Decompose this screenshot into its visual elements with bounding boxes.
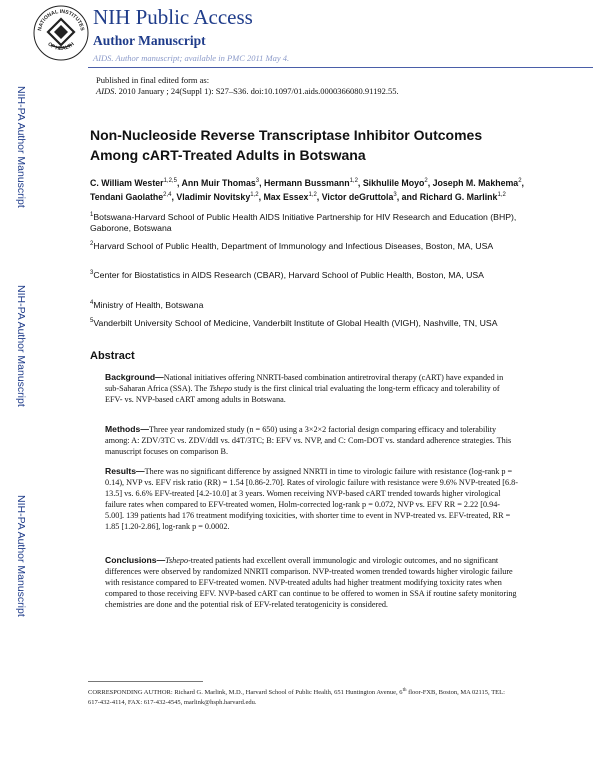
footnote-divider [88, 681, 203, 682]
abstract-methods: Methods—Three year randomized study (n = 650) using a 3×2×2 factorial design comparing efficacy and tolerability among: A: ZDV/3TC vs. ZDV/ddI vs. d4T/3TC; B: EFV vs. NVP, and C: Com-DOT vs. standard adherence strategies. This manuscript focuses on comparison B. [105, 424, 512, 456]
affiliation-2: $^2$Harvard School of Public Health, Department of Immunology and Infectious Diseases, Boston, MA, USA [90, 240, 494, 251]
article-title [90, 125, 550, 165]
journal-name: AIDS [96, 86, 115, 96]
corresponding-author-footnote: CORRESPONDING AUTHOR: Richard G. Marlink, M.D., Harvard School of Public Health, 651 Huntington Avenue, 6th floor-FXB, Boston, MA 02115, TEL: 617-432-4114, FAX: 617-432-4545, marlink@hsph.harvard.edu. [88, 688, 505, 706]
published-line: Published in final edited form as: [96, 75, 210, 85]
author: Max Essex$^{1,2}$, [263, 192, 322, 203]
nih-public-access-title: NIH Public Access [93, 5, 253, 29]
availability-note: AIDS. Author manuscript; available in PMC 2011 May 4. [93, 53, 290, 63]
citation-details: . 2010 January ; 24(Suppl 1): S27–S36. doi:10.1097/01.aids.0000366080.91192.55. [114, 86, 399, 96]
affiliation-3: $^3$Center for Biostatistics in AIDS Research (CBAR), Harvard School of Public Health, Boston, MA, USA [90, 269, 484, 280]
svg-text:OF HEALTH [46, 41, 75, 52]
side-label-bottom: NIH-PA Author Manuscript [15, 495, 27, 617]
author: Vladimir Novitsky$^{1,2}$, [176, 192, 264, 203]
abstract-background: Background—National initiatives offering NNRTI-based combination antiretroviral therapy (cART) have expanded in sub-Saharan Africa (SSA). The Tshepo study is the first clinical trial evaluating the long-term efficacy and tolerability of EFV- vs. NVP-based cART among adults in Botswana. [105, 372, 504, 404]
logo-text-top: NATIONAL INSTITUTES [37, 8, 85, 32]
background-label: Background— [105, 372, 164, 382]
results-label: Results— [105, 466, 145, 476]
affiliation-5: $^5$Vanderbilt University School of Medicine, Vanderbilt Institute of Global Health (VIGH), Nashville, TN, USA [90, 317, 498, 328]
author: C. William Wester$^{1,2,5}$, [90, 177, 182, 188]
affiliation-1: $^1$Botswana-Harvard School of Public Health AIDS Initiative Partnership for HIV Research and Education (BHP), Gaborone, Botswana [90, 211, 517, 234]
author: Richard G. Marlink$^{1,2}$ [419, 192, 506, 203]
author: Tendani Gaolathe$^{2,4}$, [90, 192, 177, 203]
abstract-heading: Abstract [90, 350, 135, 362]
logo-text-bottom: OF HEALTH [46, 41, 76, 52]
author: Sikhulile Moyo$^2$, [362, 177, 433, 188]
author: Victor deGruttola$^3$, and [321, 192, 420, 203]
article-title-line1: Non-Nucleoside Reverse Transcriptase Inhibitor Outcomes [90, 127, 483, 143]
author-manuscript-label: Author Manuscript [93, 33, 206, 48]
citation-line [96, 86, 399, 97]
header-divider [88, 67, 593, 68]
side-label-middle: NIH-PA Author Manuscript [15, 285, 27, 407]
article-title-line2: Among cART-Treated Adults in Botswana [90, 147, 366, 163]
affiliation-4: $^4$Ministry of Health, Botswana [90, 299, 204, 310]
side-label-top: NIH-PA Author Manuscript [15, 86, 27, 208]
author-list [90, 175, 530, 204]
conclusions-label: Conclusions— [105, 555, 166, 565]
author: Ann Muir Thomas$^3$, [181, 177, 265, 188]
author: Hermann Bussmann$^{1,2}$, [264, 177, 363, 188]
publication-note [96, 75, 399, 97]
nih-logo [33, 5, 89, 61]
abstract-results: Results—There was no significant difference by assigned NNRTI in time to virologic failure with resistance (log-rank p = 0.14), NVP vs. EFV risk ratio (RR) = 1.54 [0.86-2.70]. Rates of virologic failure with resistance were 9.6% NVP-treated [6.8-13.5] vs. 6.6% EFV-treated [4.2-10.0] at 3 years. Women receiving NVP-based cART trended towards higher virological failure rates when compared to EFV-treated women, Holm-corrected log-rank p = 0.072, NVP vs. EFV RR = 2.22 [0.94-5.00]. 139 patients had 176 treatment modifying toxicities, with shorter time to event in NVP-treated vs. EFV-treated, RR = 1.85 [1.20-2.86], log-rank p = 0.0002. [105, 466, 518, 531]
methods-label: Methods— [105, 424, 149, 434]
abstract-conclusions: Conclusions—Tshepo-treated patients had excellent overall immunologic and virologic outcomes, and no significant differences were observed by randomized NNRTI comparison. NVP-treated women trended towards higher virologic failure with resistance compared to EFV-treated women. NVP-treated adults had higher treatment modifying toxicity rates when compared to those receiving EFV. NVP-based cART can continue to be offered to women in SSA if routine safety monitoring chemistries are done and the potential risk of EFV-related teratogenicity is considered. [105, 555, 517, 609]
author: Joseph M. Makhema$^2$, [432, 177, 524, 188]
